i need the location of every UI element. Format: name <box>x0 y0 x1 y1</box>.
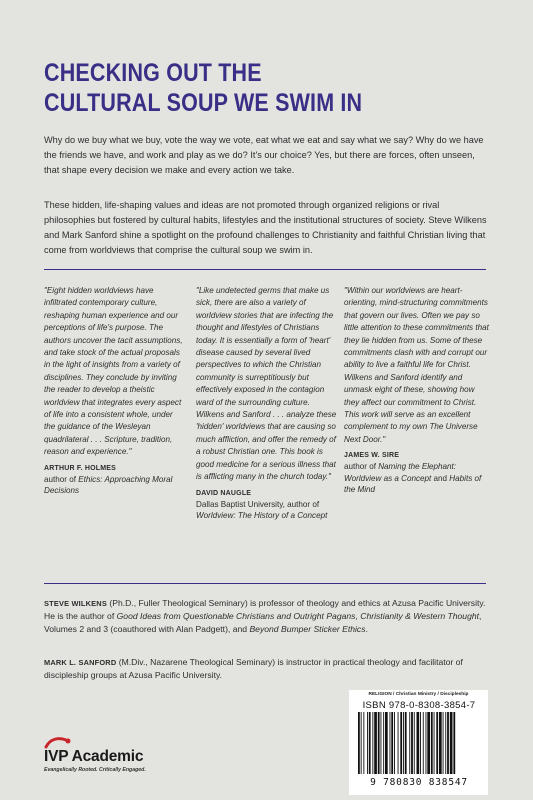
barcode-bar <box>443 712 444 774</box>
intro-text-1: Why do we buy what we buy, vote the way we vote, eat what we eat and say what we say? Why do we have the friends we have, and work and play as we do? It's our choice? Yes, but there are forces, often unseen, that shape every decision we make and every action we take. <box>44 135 484 175</box>
barcode-bar <box>363 712 364 774</box>
endorser-affiliation: Dallas Baptist University, author of Worldview: The History of a Concept <box>196 499 328 520</box>
isbn-label: ISBN 978-0-8308-3854-7 <box>362 700 476 711</box>
barcode-bar <box>426 712 427 774</box>
barcode-bar <box>450 712 453 774</box>
endorser-affiliation: author of Ethics: Approaching Moral Decisions <box>44 474 173 496</box>
barcode-bar <box>417 712 420 774</box>
divider-bottom <box>44 583 486 584</box>
barcode-bar <box>394 712 395 774</box>
author-name: MARK L. SANFORD <box>44 658 117 667</box>
barcode-bar <box>398 712 399 774</box>
barcode-bar <box>453 712 455 774</box>
intro-paragraph-2 <box>44 198 492 258</box>
endorser-affiliation: author of Naming the Elephant: Worldview as a Concept and Habits of the Mind <box>344 462 482 495</box>
endorsement-sire <box>344 285 490 496</box>
back-cover-headline <box>44 58 440 118</box>
endorsement-quote: "Eight hidden worldviews have infiltrated contemporary culture, reshaping human experience and our perceptions of life's purpose. The authors uncover the tacit assumptions, and take stock of the actual proposals in the light of insights from a variety of disciplines. They conclude by inviting the reader to develop a theistic worldview that integrates every aspect of life into a consistent whole, under the guidance of the Wesleyan quadrilateral . . . Scripture, tradition, reason and experience." <box>44 286 183 457</box>
endorsement-quote: "Like undetected germs that make us sick, there are also a variety of worldview stories that are infecting the thought and lifestyles of Christians today. It is essentially a form of 'heart' disease caused by several lived perspectives to which the Christian community is surreptitiously but effectively exposed in the contagion ward of the surrounding culture. Wilkens and Sanford . . . analyze these 'hidden' worldviews that are causing so much affliction, and offer the remedy of a robust Christian one. This book is good medicine for a serious illness that is afflicting many in the church today." <box>196 286 337 482</box>
barcode-bar <box>378 712 380 774</box>
barcode-bar <box>445 712 446 774</box>
barcode-bar <box>439 712 442 774</box>
publisher-tagline: Evangelically Rooted. Critically Engaged. <box>44 767 146 773</box>
endorser-name: DAVID NAUGLE <box>196 489 252 497</box>
barcode-bar <box>405 712 407 774</box>
barcode-bar <box>411 712 413 774</box>
headline-line-1: CHECKING OUT THE <box>44 59 262 87</box>
author-bio-wilkens: STEVE WILKENS (Ph.D., Fuller Theological Seminary) is professor of theology and ethics at Azusa Pacific University. He is the author of Good Ideas from Questionable Christians and Outright Pagans, Christianity & Western Thought, Volumes 2 and 3 (coauthored with Alan Padgett), and Beyond Bumper Sticker Ethics. <box>44 598 486 635</box>
author-name: STEVE WILKENS <box>44 599 107 608</box>
author-bio-sanford: MARK L. SANFORD (M.Div., Nazarene Theological Seminary) is instructor in practical theology and facilitator of discipleship groups at Azusa Pacific University. <box>44 657 463 681</box>
intro-paragraph-1 <box>44 133 492 178</box>
barcode-bar <box>383 712 384 774</box>
barcode-bar <box>358 712 360 774</box>
barcode-bar <box>390 712 391 774</box>
barcode-bar <box>361 712 362 774</box>
barcode-bar <box>400 712 402 774</box>
endorser-name: ARTHUR F. HOLMES <box>44 464 117 472</box>
barcode-bar <box>434 712 435 774</box>
publisher-name: IVP Academic <box>44 748 144 765</box>
barcode-bar <box>436 712 438 774</box>
category-label: RELIGION / Christian Ministry / Discipleship <box>368 692 469 697</box>
intro-text-2: These hidden, life-shaping values and ideas are not promoted through organized religions or rival philosophies but fostered by cultural habits, lifestyles and the institutional structures of society. Steve Wilkens and Mark Sanford shine a spotlight on the profound challenges to Christianity and faithful Christian living that come from worldviews that comprise the cultural soup we swim in. <box>44 200 487 255</box>
barcode-bar <box>431 712 433 774</box>
barcode-bar <box>381 712 382 774</box>
endorser-name: JAMES W. SIRE <box>344 452 400 460</box>
barcode-bar <box>409 712 410 774</box>
barcode-bar <box>374 712 377 774</box>
barcode-bar <box>403 712 404 774</box>
barcode-bar <box>391 712 393 774</box>
headline-line-2: CULTURAL SOUP WE SWIM IN <box>44 89 363 117</box>
endorsement-naugle <box>196 285 338 521</box>
endorsement-quote: "Within our worldviews are heart-orienting, mind-structuring commitments that govern our lives. Often we pay so little attention to these commitments that they lie hidden from us. Some of these commitments clash with and corrupt our ability to live a faithful life for Christ. Wilkens and Sanford identify and unmask eight of these, showing how they affect our commitment to Christ. This work will serve as an excellent complement to my own The Universe Next Door." <box>344 286 489 444</box>
barcode-bar <box>367 712 368 774</box>
barcode-bar <box>423 712 424 774</box>
barcode-bar <box>385 712 388 774</box>
barcode-bar <box>427 712 430 774</box>
barcode-bar <box>369 712 371 774</box>
barcode-icon <box>352 712 486 776</box>
endorsement-holmes <box>44 285 184 497</box>
barcode-digits: 9 780830 838547 <box>370 777 468 788</box>
barcode-bar <box>420 712 421 774</box>
barcode-bar <box>414 712 415 774</box>
divider-top <box>44 269 486 270</box>
barcode-bar <box>447 712 449 774</box>
barcode-bar <box>372 712 373 774</box>
